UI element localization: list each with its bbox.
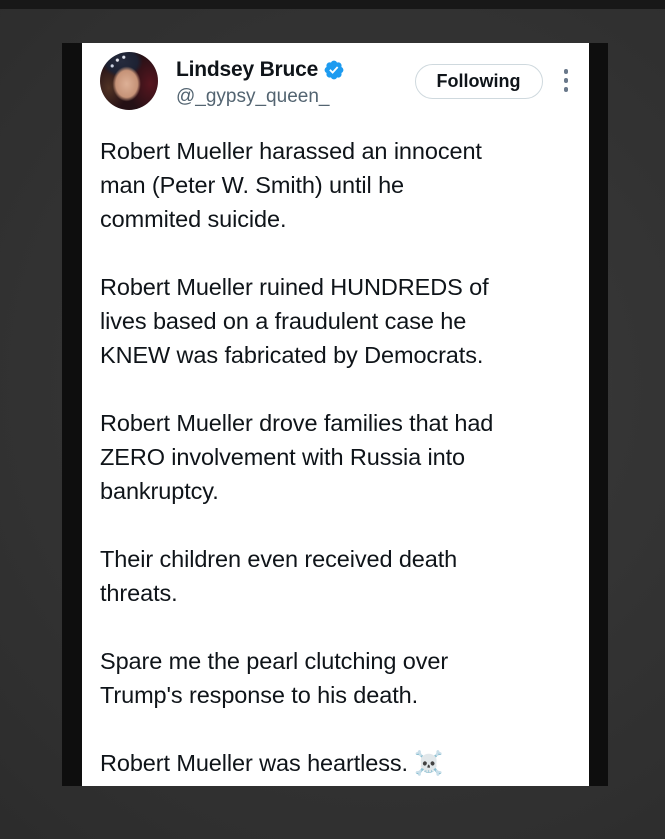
tweet-line: Their children even received death bbox=[100, 546, 458, 572]
ellipsis-dot bbox=[564, 78, 569, 83]
author-handle: @_gypsy_queen_ bbox=[176, 86, 330, 107]
author-name-row bbox=[176, 58, 415, 82]
tweet-line: ZERO involvement with Russia into bbox=[100, 444, 466, 470]
verified-badge-icon bbox=[323, 59, 345, 81]
tweet-line: Robert Mueller ruined HUNDREDS of bbox=[100, 274, 489, 300]
author-profile-link[interactable] bbox=[158, 52, 415, 108]
tweet-line: threats. bbox=[100, 580, 178, 606]
tweet-line: man (Peter W. Smith) until he bbox=[100, 172, 405, 198]
tweet-card bbox=[82, 43, 589, 786]
tweet-paragraph bbox=[100, 644, 571, 712]
avatar[interactable] bbox=[100, 52, 158, 110]
tweet-paragraph bbox=[100, 406, 571, 508]
ellipsis-dot bbox=[564, 69, 569, 74]
tweet-line: bankruptcy. bbox=[100, 478, 219, 504]
tweet-line: Robert Mueller drove families that had bbox=[100, 410, 494, 436]
tweet-line: lives based on a fraudulent case he bbox=[100, 308, 467, 334]
tweet-paragraph bbox=[100, 542, 571, 610]
ellipsis-dot bbox=[564, 87, 569, 92]
tweet-header bbox=[100, 52, 571, 110]
tweet-screenshot-frame bbox=[62, 43, 608, 786]
vertical-ellipsis-icon[interactable] bbox=[561, 67, 572, 94]
tweet-line: KNEW was fabricated by Democrats. bbox=[100, 342, 484, 368]
tweet-line: commited suicide. bbox=[100, 206, 287, 232]
tweet-line: Robert Mueller harassed an innocent bbox=[100, 138, 482, 164]
following-button[interactable]: Following bbox=[415, 64, 543, 99]
tweet-text bbox=[100, 134, 571, 780]
tweet-line: Trump's response to his death. bbox=[100, 682, 419, 708]
tweet-line: Robert Mueller was heartless. ☠️ bbox=[100, 750, 444, 776]
tweet-paragraph bbox=[100, 270, 571, 372]
tweet-paragraph bbox=[100, 746, 571, 780]
author-display-name: Lindsey Bruce bbox=[176, 58, 319, 81]
tweet-paragraph bbox=[100, 134, 571, 236]
tweet-line: Spare me the pearl clutching over bbox=[100, 648, 449, 674]
